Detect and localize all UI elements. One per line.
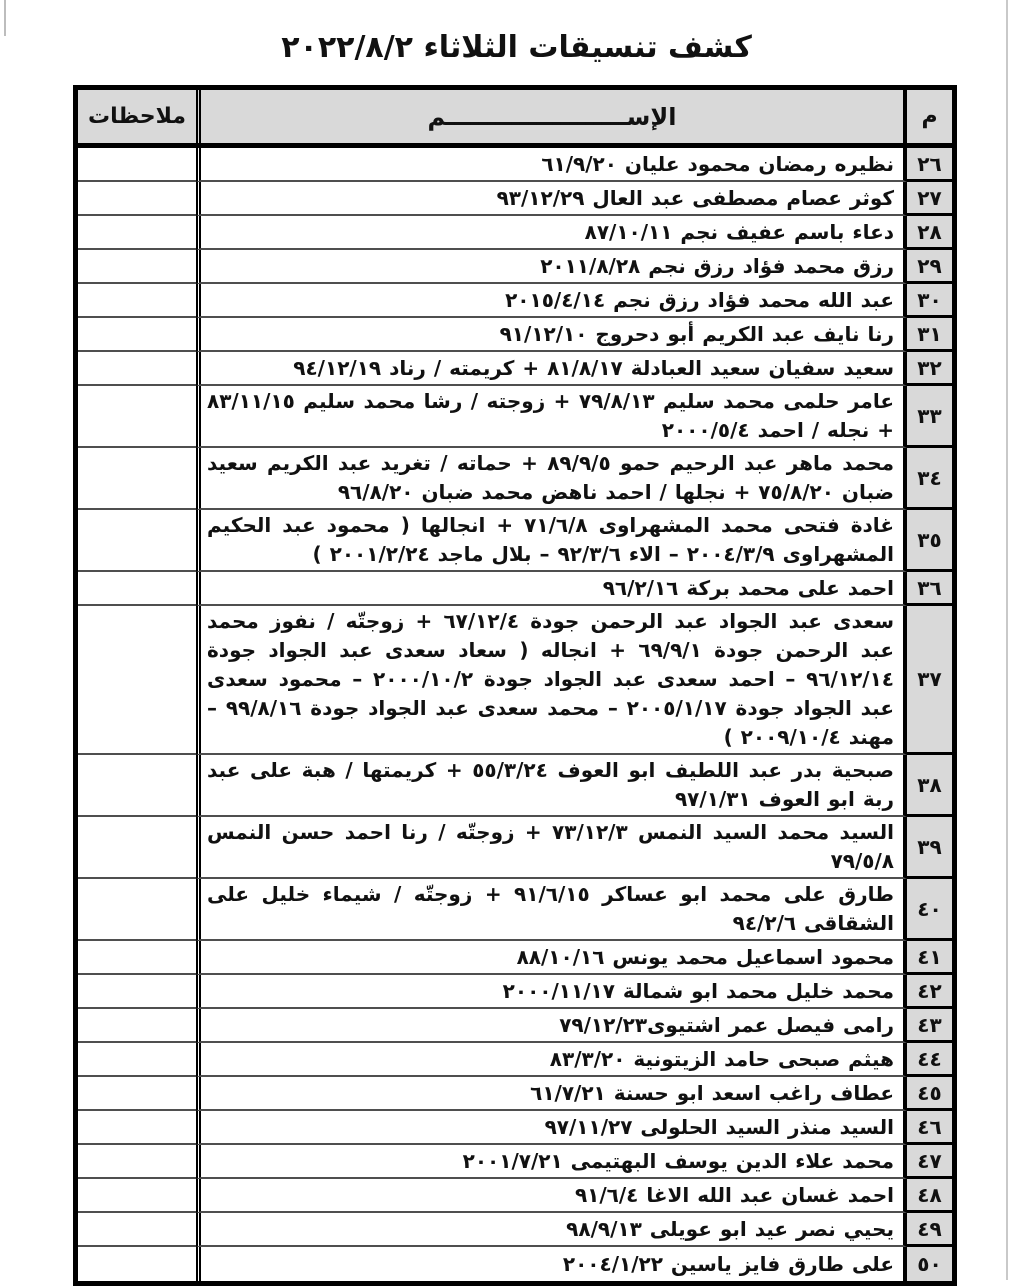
row-number-value: ٣٤	[917, 465, 942, 490]
row-number-value: ٤٠	[917, 896, 942, 921]
row-number-cell	[907, 1213, 952, 1247]
row-number-cell	[907, 1009, 952, 1043]
row-name-cell	[196, 1179, 907, 1213]
row-notes-cell	[78, 448, 196, 510]
row-notes-value	[78, 163, 196, 165]
row-notes-cell	[78, 352, 196, 386]
row-name-cell	[196, 755, 907, 817]
header-name-label: الإســــــــــــــــــــــم	[427, 102, 677, 131]
row-notes-value	[78, 477, 196, 479]
row-number-cell	[907, 216, 952, 250]
row-notes-value	[78, 1126, 196, 1128]
row-name-value: محمد علاء الدين يوسف البهتيمى ٢٠٠١/٧/٢١	[462, 1148, 894, 1173]
row-notes-cell	[78, 1009, 196, 1043]
row-notes-value	[78, 846, 196, 848]
table-row	[78, 879, 952, 941]
row-number-value: ٤٩	[917, 1216, 942, 1241]
row-name-cell	[196, 1145, 907, 1179]
row-notes-cell	[78, 318, 196, 352]
row-number-value: ٣٣	[917, 403, 942, 428]
row-notes-value	[78, 539, 196, 541]
table-row	[78, 941, 952, 975]
header-notes-label: ملاحظات	[88, 104, 186, 129]
table-row	[78, 148, 952, 182]
row-number-value: ٤١	[917, 944, 942, 969]
row-notes-cell	[78, 1111, 196, 1145]
row-name-value: سعيد سفيان سعيد العبادلة ٨١/٨/١٧ + كريمته / رناد ٩٤/١٢/١٩	[293, 355, 894, 380]
row-notes-value	[78, 333, 196, 335]
row-number-value: ٤٦	[917, 1114, 942, 1139]
row-notes-cell	[78, 250, 196, 284]
row-number-value: ٢٩	[917, 253, 942, 278]
row-notes-value	[78, 1194, 196, 1196]
row-name-value: محمد ماهر عبد الرحيم حمو ٨٩/٩/٥ + حماته / تغريد عبد الكريم سعيد ضبان ٧٥/٨/٢٠ + نجلها / احمد ناهض محمد ضبان ٩٦/٨/٢٠	[207, 451, 894, 504]
row-name-cell	[196, 250, 907, 284]
row-number-value: ٢٨	[917, 219, 942, 244]
row-name-cell	[196, 1043, 907, 1077]
row-name-value: عامر حلمى محمد سليم ٧٩/٨/١٣ + زوجته / رشا محمد سليم ٨٣/١١/١٥ + نجله / احمد ٢٠٠٠/٥/٤	[207, 389, 894, 442]
table-row	[78, 606, 952, 755]
row-number-value: ٥٠	[917, 1252, 942, 1276]
row-notes-cell	[78, 975, 196, 1009]
row-name-cell	[196, 941, 907, 975]
row-number-value: ٣٠	[917, 287, 942, 312]
row-number-cell	[907, 1077, 952, 1111]
row-number-cell	[907, 879, 952, 941]
header-number-cell	[907, 90, 952, 143]
row-number-value: ٤٤	[917, 1046, 942, 1071]
row-number-value: ٤٧	[917, 1148, 942, 1173]
table-row	[78, 448, 952, 510]
row-name-value: عطاف راغب اسعد ابو حسنة ٦١/٧/٢١	[530, 1080, 894, 1105]
coordination-list-table	[73, 85, 957, 1286]
row-number-cell	[907, 182, 952, 216]
row-notes-value	[78, 299, 196, 301]
row-notes-value	[78, 415, 196, 417]
row-notes-cell	[78, 1043, 196, 1077]
row-notes-cell	[78, 1077, 196, 1111]
row-name-value: دعاء باسم عفيف نجم ٨٧/١٠/١١	[584, 219, 894, 244]
row-name-value: عبد الله محمد فؤاد رزق نجم ٢٠١٥/٤/١٤	[505, 287, 894, 312]
row-name-value: محمد خليل محمد ابو شمالة ٢٠٠٠/١١/١٧	[502, 978, 894, 1003]
header-notes-cell	[78, 90, 196, 143]
table-row	[78, 510, 952, 572]
row-number-value: ٣٧	[917, 667, 942, 691]
row-name-value: طارق على محمد ابو عساكر ٩١/٦/١٥ + زوجتّه / شيماء خليل على الشقاقى ٩٤/٢/٦	[207, 882, 895, 935]
row-notes-cell	[78, 879, 196, 941]
row-name-cell	[196, 510, 907, 572]
row-number-cell	[907, 1043, 952, 1077]
row-notes-cell	[78, 148, 196, 182]
row-number-value: ٣٦	[917, 575, 942, 600]
row-name-cell	[196, 318, 907, 352]
row-number-cell	[907, 1145, 952, 1179]
row-notes-value	[78, 197, 196, 199]
row-notes-cell	[78, 510, 196, 572]
row-name-value: صبحية بدر عبد اللطيف ابو العوف ٥٥/٣/٢٤ + كريمتها / هبة على عبد ربة ابو العوف ٩٧/١/٣١	[207, 758, 894, 811]
row-name-cell	[196, 448, 907, 510]
row-number-value: ٣٨	[917, 772, 942, 797]
table-row	[78, 1077, 952, 1111]
table-body	[78, 148, 952, 1281]
row-number-cell	[907, 448, 952, 510]
row-number-cell	[907, 1179, 952, 1213]
table-row	[78, 182, 952, 216]
row-number-value: ٣٥	[917, 527, 942, 552]
row-number-value: ٣١	[917, 321, 942, 346]
table-row	[78, 284, 952, 318]
row-notes-cell	[78, 572, 196, 606]
table-row	[78, 755, 952, 817]
row-name-value: احمد غسان عبد الله الاغا ٩١/٦/٤	[574, 1182, 894, 1207]
table-row	[78, 1145, 952, 1179]
row-notes-cell	[78, 182, 196, 216]
table-row	[78, 1111, 952, 1145]
row-notes-value	[78, 1228, 196, 1230]
scan-edge-artifact-right	[1006, 0, 1008, 1280]
row-notes-cell	[78, 755, 196, 817]
row-name-cell	[196, 1247, 907, 1281]
row-name-value: هيثم صبحى حامد الزيتونية ٨٣/٣/٢٠	[549, 1046, 894, 1071]
row-notes-value	[78, 956, 196, 958]
row-name-value: رامى فيصل عمر اشتيوى٧٩/١٢/٢٣	[559, 1012, 894, 1037]
row-number-cell	[907, 975, 952, 1009]
row-notes-cell	[78, 1179, 196, 1213]
row-notes-value	[78, 990, 196, 992]
row-number-cell	[907, 755, 952, 817]
row-number-cell	[907, 386, 952, 448]
table-row	[78, 572, 952, 606]
row-notes-value	[78, 679, 196, 681]
row-notes-value	[78, 784, 196, 786]
table-row	[78, 817, 952, 879]
row-notes-cell	[78, 1145, 196, 1179]
table-header-row	[78, 90, 952, 148]
row-name-cell	[196, 182, 907, 216]
row-number-value: ٤٢	[917, 978, 942, 1003]
row-name-cell	[196, 606, 907, 755]
row-notes-cell	[78, 606, 196, 755]
row-notes-cell	[78, 1247, 196, 1281]
table-row	[78, 1213, 952, 1247]
row-notes-value	[78, 367, 196, 369]
table-row	[78, 1043, 952, 1077]
row-notes-cell	[78, 216, 196, 250]
row-name-cell	[196, 975, 907, 1009]
table-row	[78, 975, 952, 1009]
row-notes-cell	[78, 941, 196, 975]
row-name-value: كوثر عصام مصطفى عبد العال ٩٣/١٢/٢٩	[496, 185, 894, 210]
row-notes-value	[78, 265, 196, 267]
row-name-value: السيد منذر السيد الحلولى ٩٧/١١/٢٧	[544, 1114, 894, 1139]
row-name-cell	[196, 1213, 907, 1247]
row-notes-cell	[78, 1213, 196, 1247]
row-number-value: ٤٥	[917, 1080, 942, 1105]
row-notes-value	[78, 1092, 196, 1094]
row-number-cell	[907, 572, 952, 606]
row-number-cell	[907, 817, 952, 879]
row-name-value: رزق محمد فؤاد رزق نجم ٢٠١١/٨/٢٨	[540, 253, 894, 278]
row-notes-cell	[78, 817, 196, 879]
row-name-value: سعدى عبد الجواد عبد الرحمن جودة ٦٧/١٢/٤ + زوجتّه / نفوز محمد عبد الرحمن جودة ٦٩/٩/١ + انجاله ( سعاد سعدى عبد الجواد جودة ٩٦/١٢/١٤ – احمد سعدى عبد الجواد جودة ٢٠٠٠/١٠/٢ – محمود سعدى عبد الجواد جودة ٢٠٠٥/١/١٧ – محمد سعدى عبد الجواد جودة ٩٩/٨/١٦ – مهند ٢٠٠٩/١٠/٤ )	[207, 609, 894, 749]
row-number-cell	[907, 1111, 952, 1145]
row-notes-value	[78, 908, 196, 910]
row-name-cell	[196, 572, 907, 606]
row-notes-cell	[78, 284, 196, 318]
row-number-cell	[907, 606, 952, 755]
row-notes-value	[78, 587, 196, 589]
row-number-cell	[907, 352, 952, 386]
row-name-cell	[196, 216, 907, 250]
table-row	[78, 386, 952, 448]
table-row	[78, 1247, 952, 1281]
row-name-value: محمود اسماعيل محمد يونس ٨٨/١٠/١٦	[516, 944, 894, 969]
row-number-value: ٢٧	[917, 185, 942, 210]
row-notes-value	[78, 231, 196, 233]
row-number-cell	[907, 148, 952, 182]
row-name-cell	[196, 1077, 907, 1111]
row-number-value: ٣٩	[917, 834, 942, 859]
row-name-cell	[196, 817, 907, 879]
row-name-value: غادة فتحى محمد المشهراوى ٧١/٦/٨ + انجالها ( محمود عبد الحكيم المشهراوى ٢٠٠٤/٣/٩ – الاء ٩٢/٣/٦ – بلال ماجد ٢٠٠١/٢/٢٤ )	[207, 513, 894, 566]
table-row	[78, 250, 952, 284]
row-notes-value	[78, 1160, 196, 1162]
row-number-cell	[907, 318, 952, 352]
row-name-cell	[196, 284, 907, 318]
row-notes-cell	[78, 386, 196, 448]
row-number-value: ٤٨	[917, 1182, 942, 1207]
table-row	[78, 1009, 952, 1043]
row-notes-value	[78, 1024, 196, 1026]
row-name-value: يحيي نصر عيد ابو عويلى ٩٨/٩/١٣	[566, 1216, 894, 1241]
row-name-value: السيد محمد السيد النمس ٧٣/١٢/٣ + زوجتّه / رنا احمد حسن النمس ٧٩/٥/٨	[207, 820, 894, 873]
row-number-cell	[907, 1247, 952, 1281]
page-title: كشف تنسيقات الثلاثاء ٢٠٢٢/٨/٢	[281, 30, 752, 65]
table-row	[78, 318, 952, 352]
row-notes-value	[78, 1263, 196, 1265]
row-name-cell	[196, 1111, 907, 1145]
row-notes-value	[78, 1058, 196, 1060]
row-number-value: ٤٣	[917, 1012, 942, 1037]
row-name-cell	[196, 1009, 907, 1043]
row-name-cell	[196, 352, 907, 386]
table-row	[78, 352, 952, 386]
header-number-label: م	[921, 104, 938, 129]
row-name-cell	[196, 386, 907, 448]
row-name-value: رنا نايف عبد الكريم أبو دحروج ٩١/١٢/١٠	[499, 321, 894, 346]
row-name-value: على طارق فايز ياسين ٢٠٠٤/١/٢٢	[562, 1251, 894, 1276]
row-number-cell	[907, 510, 952, 572]
row-number-value: ٢٦	[917, 151, 942, 176]
row-name-cell	[196, 148, 907, 182]
table-row	[78, 1179, 952, 1213]
table-row	[78, 216, 952, 250]
row-number-cell	[907, 250, 952, 284]
row-name-cell	[196, 879, 907, 941]
row-number-cell	[907, 284, 952, 318]
row-number-cell	[907, 941, 952, 975]
row-name-value: نظيره رمضان محمود عليان ٦١/٩/٢٠	[541, 151, 894, 176]
row-number-value: ٣٢	[917, 355, 942, 380]
row-name-value: احمد على محمد بركة ٩٦/٢/١٦	[602, 575, 894, 600]
header-name-cell	[196, 90, 907, 143]
